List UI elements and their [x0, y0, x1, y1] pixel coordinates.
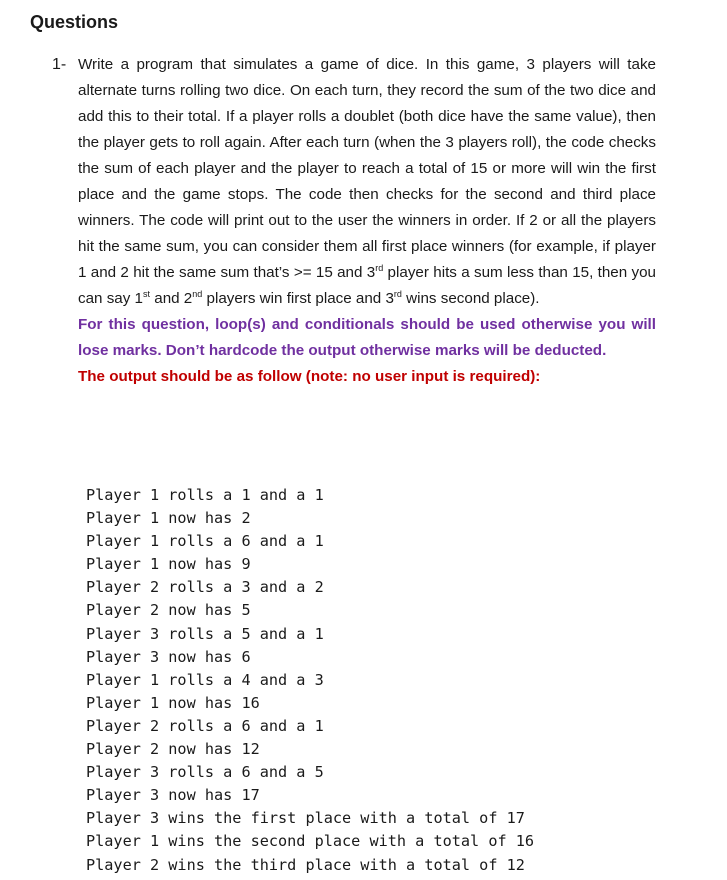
- question-body: [78, 52, 656, 390]
- question-text-part-2: player hits a sum less than 15, then you can say 1: [78, 264, 657, 307]
- question-text-part-5: wins second place).: [401, 290, 540, 307]
- output-line: Player 2 now has 5: [86, 601, 251, 620]
- output-line: Player 2 rolls a 3 and a 2: [86, 578, 324, 597]
- output-line: Player 3 now has 6: [86, 647, 251, 666]
- page-title: Questions: [30, 12, 119, 32]
- output-line: Player 2 rolls a 6 and a 1: [86, 716, 324, 735]
- output-line: Player 1 now has 16: [86, 693, 260, 712]
- output-line: Player 2 now has 12: [86, 740, 260, 759]
- ordinal-suffix: rd: [375, 263, 384, 273]
- question-text-part-4: players win first place and 3: [202, 290, 394, 307]
- sample-output: [86, 484, 534, 877]
- ordinal-suffix: st: [143, 289, 151, 299]
- output-line: Player 3 rolls a 5 and a 1: [86, 624, 324, 643]
- question-text: [78, 52, 656, 312]
- output-line: Player 2 wins the third place with a total of 12: [86, 855, 525, 874]
- question-text-part-3: and 2: [150, 290, 193, 307]
- output-instruction: The output should be as follow (note: no user input is required):: [78, 368, 541, 385]
- ordinal-suffix: rd: [393, 289, 402, 299]
- output-line: Player 1 rolls a 6 and a 1: [86, 532, 324, 551]
- output-line: Player 1 rolls a 4 and a 3: [86, 670, 324, 689]
- output-line: Player 1 rolls a 1 and a 1: [86, 486, 324, 504]
- question-number: 1-: [52, 56, 67, 73]
- output-line: Player 1 wins the second place with a total of 16: [86, 832, 535, 851]
- ordinal-suffix: nd: [192, 289, 203, 299]
- output-line: Player 3 now has 17: [86, 786, 260, 805]
- output-line: Player 3 rolls a 6 and a 5: [86, 763, 324, 782]
- output-line: Player 3 wins the first place with a total of 17: [86, 809, 525, 828]
- output-line: Player 1 now has 9: [86, 555, 251, 574]
- question-text-part-1: Write a program that simulates a game of dice. In this game, 3 players will take alternate turns rolling two dice. On each turn, they record the sum of the two dice and add this to their total. If a player rolls a doublet (both dice have the same value), then the player gets to roll again. After each turn (when the 3 players roll), the code checks the sum of each player and the player to reach a total of 15 or more will win the first place and the game stops. The code then checks for the second and third place winners. The code will print out to the user the winners in order. If 2 or all the players hit the same sum, you can consider them all first place winners (for example, if player 1 and 2 hit the same sum that’s >= 15 and 3: [78, 56, 656, 281]
- marking-warning: For this question, loop(s) and conditionals should be used otherwise you will lose marks. Don’t hardcode the output otherwise marks will be deducted.: [78, 316, 656, 359]
- output-line: Player 1 now has 2: [86, 509, 251, 528]
